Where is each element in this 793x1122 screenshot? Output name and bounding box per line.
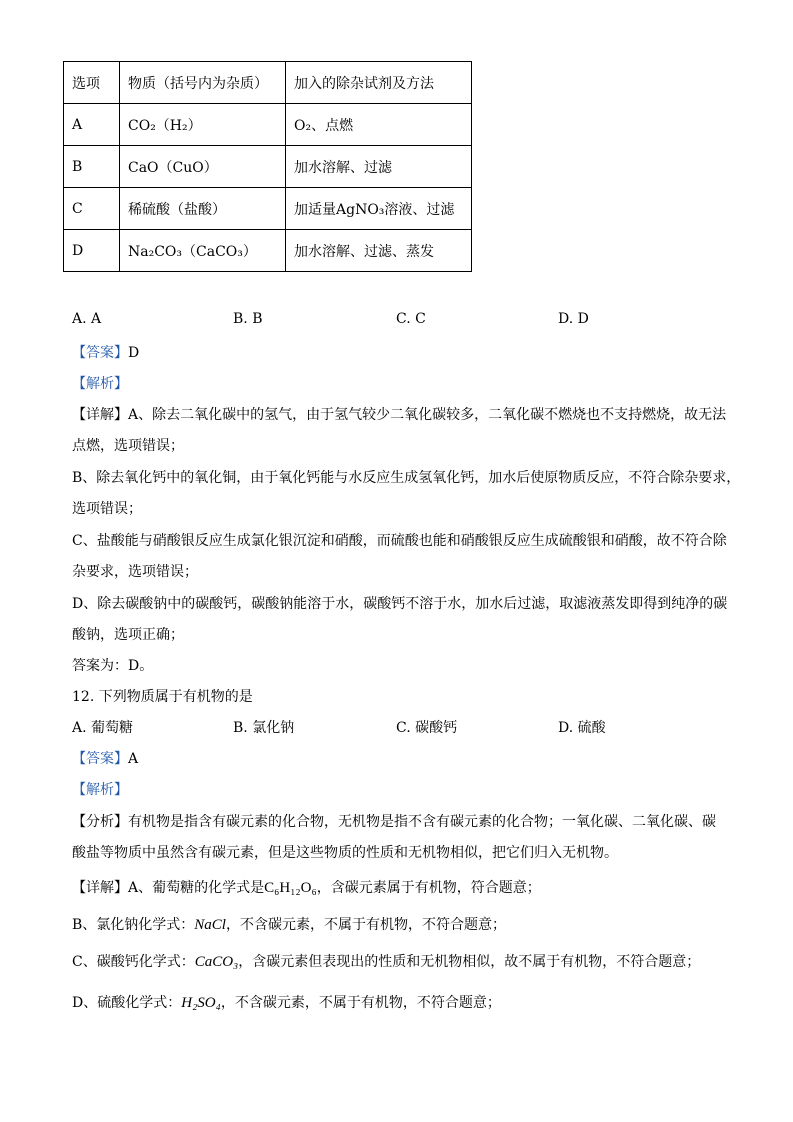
answer-value: A [128, 751, 139, 767]
q11-analysis-tag: 【解析】 [72, 376, 128, 392]
cell-substance: CO₂（H₂） [120, 104, 286, 146]
cell-option: B [64, 146, 120, 188]
cell-substance: 稀硫酸（盐酸） [120, 188, 286, 230]
q11-choice-c: C. C [396, 311, 426, 327]
formula-glucose: C₆H₁₂O₆ [264, 880, 317, 896]
cell-option: C [64, 188, 120, 230]
cell-option: A [64, 104, 120, 146]
q11-answer [72, 342, 139, 362]
q11-detail-line: 【详解】A、除去二氧化碳中的氢气，由于氢气较少二氧化碳较多，二氧化碳不燃烧也不支持燃烧，故无法 [72, 407, 727, 423]
options-table [63, 61, 472, 272]
header-method: 加入的除杂试剂及方法 [286, 62, 472, 104]
q12-detail-d: D、硫酸化学式：H₂SO₄，不含碳元素，不属于有机物，不符合题意； [72, 995, 501, 1011]
cell-substance: CaO（CuO） [120, 146, 286, 188]
formula-caco3: CaCO₃ [194, 954, 239, 970]
q12-choice-b: B. 氯化钠 [233, 720, 295, 736]
q11-detail-line: C、盐酸能与硝酸银反应生成氯化银沉淀和硝酸，而硫酸也能和硝酸银反应生成硫酸银和硝酸，故不符合除 [72, 533, 727, 549]
cell-method: 加适量AgNO₃溶液、过滤 [286, 188, 472, 230]
q12-choice-d: D. 硫酸 [558, 720, 606, 736]
header-substance: 物质（括号内为杂质） [120, 62, 286, 104]
q11-detail-line: D、除去碳酸钠中的碳酸钙，碳酸钠能溶于水，碳酸钙不溶于水，加水后过滤，取滤液蒸发即得到纯净的碳 [72, 596, 728, 612]
q12-choice-c: C. 碳酸钙 [396, 720, 458, 736]
q12-detail-b: B、氯化钠化学式：NaCl，不含碳元素，不属于有机物，不符合题意； [72, 917, 506, 933]
header-option: 选项 [64, 62, 120, 104]
table-header-row [64, 62, 472, 104]
q11-detail-line: B、除去氧化钙中的氧化铜，由于氧化钙能与水反应生成氢氧化钙，加水后使原物质反应，不符合除杂要求， [72, 470, 741, 486]
formula-h2so4: H₂SO₄ [181, 995, 221, 1011]
q12-stem: 12. 下列物质属于有机物的是 [72, 689, 253, 705]
q11-choice-b: B. B [233, 311, 263, 327]
answer-tag: 【答案】 [72, 345, 128, 361]
q11-conclusion: 答案为：D。 [72, 658, 154, 674]
detail-tag: 【详解】 [72, 880, 128, 896]
answer-tag: 【答案】 [72, 751, 128, 767]
q11-detail-line: 选项错误； [72, 501, 142, 517]
cell-method: 加水溶解、过滤 [286, 146, 472, 188]
cell-method: 加水溶解、过滤、蒸发 [286, 230, 472, 272]
table-row [64, 104, 472, 146]
q12-analyze-line: 【分析】有机物是指含有碳元素的化合物，无机物是指不含有碳元素的化合物；一氧化碳、二氧化碳、碳 [72, 814, 716, 830]
cell-substance: Na₂CO₃（CaCO₃） [120, 230, 286, 272]
q11-choice-d: D. D [558, 311, 589, 327]
q12-analyze-line: 酸盐等物质中虽然含有碳元素，但是这些物质的性质和无机物相似，把它们归入无机物。 [72, 845, 618, 861]
cell-method: O₂、点燃 [286, 104, 472, 146]
formula-nacl: NaCl [194, 917, 226, 933]
q11-detail-line: 杂要求，选项错误； [72, 564, 198, 580]
answer-value: D [128, 345, 140, 361]
table-row [64, 188, 472, 230]
q11-detail-line: 点燃，选项错误； [72, 438, 184, 454]
q11-choice-a: A. A [72, 311, 102, 327]
q12-detail-c: C、碳酸钙化学式：CaCO₃，含碳元素但表现出的性质和无机物相似，故不属于有机物，不符合题意； [72, 954, 701, 970]
table-row [64, 146, 472, 188]
table-row [64, 230, 472, 272]
cell-option: D [64, 230, 120, 272]
analyze-tag: 【分析】 [72, 814, 128, 830]
q12-analysis-tag: 【解析】 [72, 782, 128, 798]
q12-detail-a: 【详解】A、葡萄糖的化学式是C₆H₁₂O₆，含碳元素属于有机物，符合题意； [72, 880, 541, 896]
q12-choice-a: A. 葡萄糖 [72, 720, 134, 736]
detail-tag: 【详解】 [72, 407, 128, 423]
q12-answer [72, 748, 138, 768]
q11-detail-line: 酸钠，选项正确； [72, 627, 184, 643]
